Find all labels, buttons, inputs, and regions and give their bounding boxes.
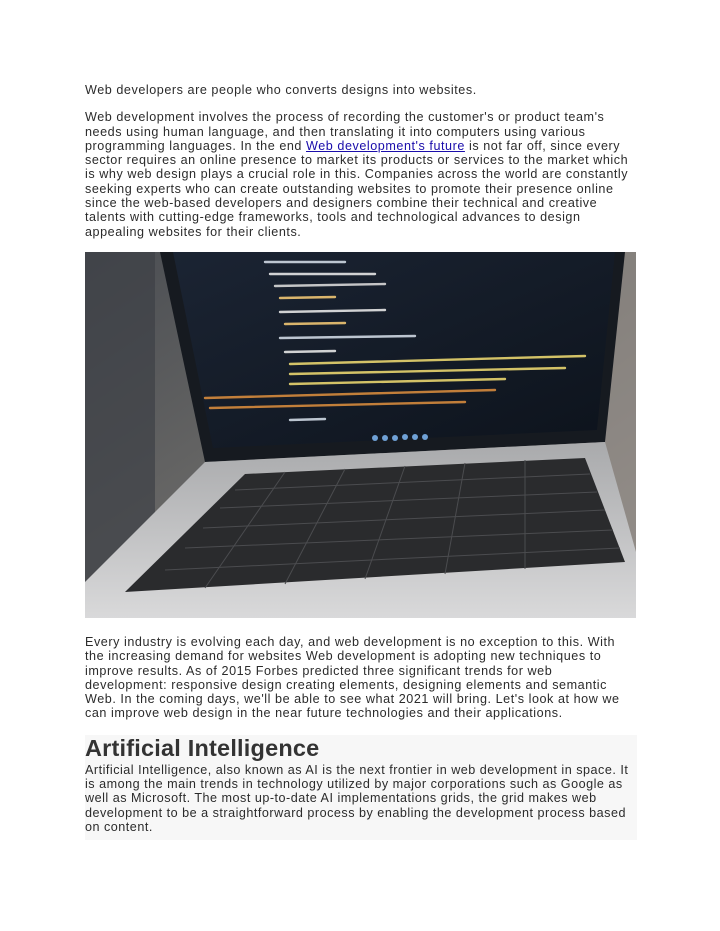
web-development-future-link[interactable]: Web development's future (306, 138, 465, 153)
description-text-start: Web development involves the process of recording the customer's or product team's needs using human language, and then translating it into computers using various programming languages. In the end (85, 110, 605, 153)
intro-paragraph: Web developers are people who converts designs into websites. (85, 83, 477, 97)
laptop-code-photo (85, 252, 636, 618)
article (85, 83, 637, 840)
ai-heading: Artificial Intelligence (85, 734, 320, 761)
description-paragraph (85, 110, 637, 239)
ai-section (85, 735, 637, 840)
trends-paragraph: Every industry is evolving each day, and web development is no exception to this. With the increasing demand for websites Web development is adopting new techniques to improve results. As of 2015 Forbes predicted three significant trends for web development: responsive design creating elements, designing elements and semantic Web. In the coming days, we'll be able to see what 2021 will bring. Let's look at how we can improve web design in the near future technologies and their applications. (85, 634, 620, 721)
description-text-end: is not far off, since every sector requires an online presence to market its products or services to the market which is why web design plays a crucial role in this. Companies across the world are constantly seeking experts who can create outstanding websites to promote their presence online since the web-based developers and designers combine their technical and creative talents with cutting-edge frameworks, tools and technological advances to design appealing websites for their clients. (85, 138, 629, 239)
ai-paragraph: Artificial Intelligence, also known as AI is the next frontier in web development in space. It is among the main trends in technology utilized by major corporations such as Google as well as Microsoft. The most up-to-date AI implementations grids, the grid makes web development to be a straightforward process by enabling the development process based on content. (85, 762, 629, 834)
